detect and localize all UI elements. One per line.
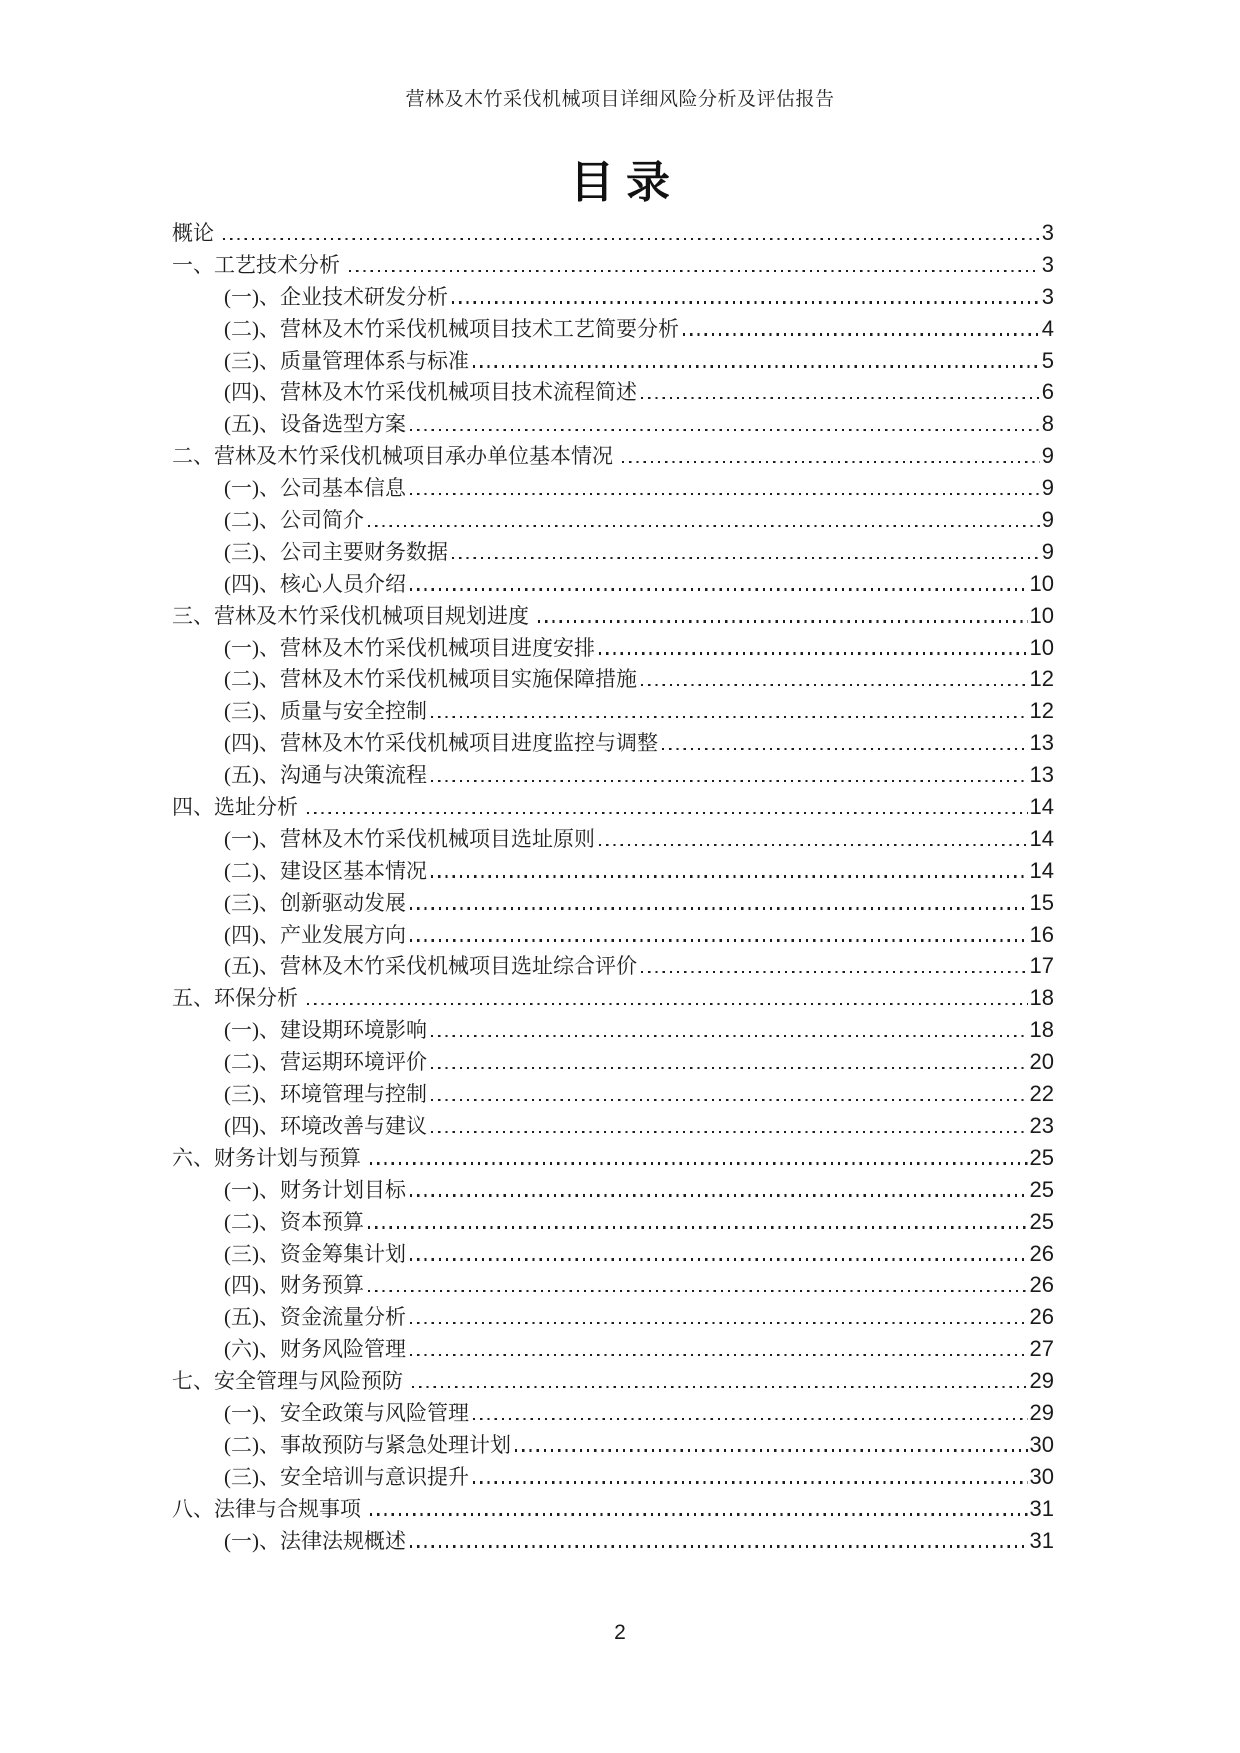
toc-entry-page-number: 29 [1029,1368,1054,1394]
page-title: 目录 [570,158,682,207]
toc-entry[interactable] [172,1142,1054,1174]
dot-leader [641,397,1040,399]
toc-entry[interactable] [172,1238,1054,1270]
dot-leader [431,1067,1028,1069]
toc-entry[interactable] [172,823,1054,855]
toc-entry[interactable] [172,1301,1054,1333]
toc-entry-label: (一)、建设期环境影响 [224,1018,427,1043]
toc-entry-page-number: 6 [1041,379,1054,405]
toc-entry-page-number: 10 [1029,570,1054,596]
toc-entry-label: (一)、财务计划目标 [224,1177,406,1202]
dot-leader [431,1131,1028,1133]
toc-entry-label: (三)、资金筹集计划 [224,1241,406,1266]
toc-entry[interactable] [172,1333,1054,1365]
toc-entry-label: (一)、营林及木竹采伐机械项目进度安排 [224,635,595,660]
toc-entry[interactable] [172,1525,1054,1557]
toc-entry[interactable] [172,1269,1054,1301]
toc-entry[interactable] [172,759,1054,791]
toc-entry-page-number: 5 [1041,347,1054,373]
toc-entry-page-number: 9 [1041,475,1054,501]
dot-leader [515,1449,1028,1451]
toc-entry-label: (二)、营运期环境评价 [224,1050,427,1075]
toc-entry-label: (四)、营林及木竹采伐机械项目进度监控与调整 [224,731,658,756]
toc-entry-label: 八、法律与合规事项 [172,1496,361,1521]
toc-entry-page-number: 29 [1029,1399,1054,1425]
toc-entry-label: (六)、财务风险管理 [224,1337,406,1362]
dot-leader [473,365,1040,367]
toc-entry-page-number: 12 [1029,666,1054,692]
toc-entry[interactable] [172,855,1054,887]
dot-leader [410,429,1040,431]
toc-entry[interactable] [172,376,1054,408]
toc-entry[interactable] [172,791,1054,823]
dot-leader [473,1481,1028,1483]
toc-entry-page-number: 13 [1029,762,1054,788]
toc-entry-label: (三)、公司主要财务数据 [224,539,448,564]
dot-leader [410,907,1028,909]
dot-leader [431,716,1028,718]
toc-entry[interactable] [172,727,1054,759]
toc-entry-label: (四)、核心人员介绍 [224,571,406,596]
toc-entry-label: 二、营林及木竹采伐机械项目承办单位基本情况 [172,444,613,469]
toc-entry-page-number: 9 [1041,538,1054,564]
toc-entry[interactable] [172,536,1054,568]
toc-entry-page-number: 26 [1029,1272,1054,1298]
toc-entry-page-number: 31 [1029,1495,1054,1521]
dot-leader [662,748,1028,750]
toc-entry-label: (五)、设备选型方案 [224,412,406,437]
toc-entry-page-number: 3 [1041,220,1054,245]
toc-entry-label: (一)、法律法规概述 [224,1528,406,1553]
toc-entry[interactable] [172,600,1054,632]
toc-entry-page-number: 10 [1029,602,1054,628]
toc-entry[interactable] [172,440,1054,472]
dot-leader [410,1322,1028,1324]
page-number-footer: 2 [614,1621,626,1644]
toc-entry[interactable] [172,568,1054,600]
toc-entry-label: (三)、质量与安全控制 [224,699,427,724]
dot-leader [538,620,1028,622]
dot-leader [410,1194,1028,1196]
dot-leader [431,1035,1028,1037]
dot-leader [410,1545,1028,1547]
toc-entry-label: 五、环保分析 [172,986,298,1011]
dot-leader [370,1162,1028,1164]
dot-leader [410,939,1028,941]
toc-entry-label: 概论 [172,221,214,245]
dot-leader [410,588,1028,590]
toc-entry-label: (三)、质量管理体系与标准 [224,348,469,373]
toc-entry-label: (一)、企业技术研发分析 [224,284,448,309]
toc-entry-label: 六、财务计划与预算 [172,1145,361,1170]
toc-entry[interactable] [172,313,1054,345]
toc-entry-page-number: 22 [1029,1081,1054,1107]
toc-entry-label: (五)、营林及木竹采伐机械项目选址综合评价 [224,954,637,979]
toc-entry-page-number: 30 [1029,1463,1054,1489]
toc-entry-page-number: 13 [1029,730,1054,756]
toc-entry-label: (二)、建设区基本情况 [224,858,427,883]
toc-entry[interactable] [172,950,1054,982]
toc-entry[interactable] [172,887,1054,919]
toc-entry[interactable] [172,408,1054,440]
toc-entry[interactable] [172,217,1054,249]
toc-entry[interactable] [172,1429,1054,1461]
toc-entry-page-number: 23 [1029,1112,1054,1138]
toc-entry-page-number: 12 [1029,698,1054,724]
toc-entry-label: (四)、产业发展方向 [224,922,406,947]
toc-entry-page-number: 10 [1029,634,1054,660]
dot-leader [412,1386,1028,1388]
toc-entry-page-number: 31 [1029,1527,1054,1553]
dot-leader [641,971,1028,973]
toc-entry-label: 七、安全管理与风险预防 [172,1369,403,1394]
toc-entry-page-number: 9 [1041,443,1054,469]
dot-leader [431,780,1028,782]
toc-entry-label: (一)、公司基本信息 [224,476,406,501]
toc-entry-label: 四、选址分析 [172,795,298,820]
dot-leader [452,557,1040,559]
toc-entry-page-number: 3 [1041,251,1054,277]
toc-entry-page-number: 25 [1029,1208,1054,1234]
toc-entry-label: 三、营林及木竹采伐机械项目规划进度 [172,603,529,628]
toc-entry-label: 一、工艺技术分析 [172,252,340,277]
toc-entry[interactable] [172,281,1054,313]
dot-leader [410,1258,1028,1260]
dot-leader [368,525,1040,527]
toc-entry-label: (三)、创新驱动发展 [224,890,406,915]
dot-leader [431,875,1028,877]
dot-leader [431,1099,1028,1101]
toc-entry-page-number: 17 [1029,953,1054,979]
dot-leader [683,333,1040,335]
dot-leader [599,844,1028,846]
toc-entry-page-number: 30 [1029,1431,1054,1457]
toc-entry-label: (三)、环境管理与控制 [224,1082,427,1107]
toc-entry[interactable] [172,919,1054,951]
toc-entry-page-number: 14 [1029,794,1054,820]
toc-entry-label: (四)、营林及木竹采伐机械项目技术流程简述 [224,380,637,405]
document-header-title: 营林及木竹采伐机械项目详细风险分析及评估报告 [405,89,835,110]
toc-entry[interactable] [172,345,1054,377]
toc-entry-page-number: 16 [1029,921,1054,947]
toc-entry[interactable] [172,632,1054,664]
toc-entry-page-number: 27 [1029,1336,1054,1362]
toc-entry-page-number: 26 [1029,1240,1054,1266]
toc-entry[interactable] [172,663,1054,695]
dot-leader [641,684,1028,686]
dot-leader [473,1418,1028,1420]
toc-entry-page-number: 4 [1041,315,1054,341]
table-of-contents [172,217,1054,1556]
toc-entry[interactable] [172,504,1054,536]
toc-entry-page-number: 25 [1029,1176,1054,1202]
toc-entry-page-number: 3 [1041,283,1054,309]
dot-leader [349,270,1040,272]
toc-entry[interactable] [172,1174,1054,1206]
dot-leader [307,1003,1028,1005]
toc-entry-label: (五)、资金流量分析 [224,1305,406,1330]
toc-entry-label: (三)、安全培训与意识提升 [224,1464,469,1489]
toc-entry-label: (二)、营林及木竹采伐机械项目技术工艺简要分析 [224,316,679,341]
dot-leader [223,238,1040,240]
toc-entry-label: (五)、沟通与决策流程 [224,763,427,788]
dot-leader [599,652,1028,654]
dot-leader [368,1226,1028,1228]
toc-entry-label: (四)、财务预算 [224,1273,364,1298]
toc-entry-page-number: 25 [1029,1144,1054,1170]
toc-entry[interactable] [172,1046,1054,1078]
toc-entry[interactable] [172,1078,1054,1110]
toc-entry-label: (二)、公司简介 [224,508,364,533]
toc-entry-page-number: 18 [1029,985,1054,1011]
toc-entry-page-number: 9 [1041,507,1054,533]
toc-entry-label: (二)、资本预算 [224,1209,364,1234]
toc-entry-label: (二)、事故预防与紧急处理计划 [224,1432,511,1457]
toc-entry-page-number: 20 [1029,1049,1054,1075]
dot-leader [307,812,1028,814]
toc-entry-label: (二)、营林及木竹采伐机械项目实施保障措施 [224,667,637,692]
dot-leader [622,461,1040,463]
toc-entry[interactable] [172,1110,1054,1142]
toc-entry-page-number: 14 [1029,857,1054,883]
dot-leader [368,1290,1028,1292]
toc-entry[interactable] [172,1014,1054,1046]
toc-entry-label: (四)、环境改善与建议 [224,1113,427,1138]
toc-entry[interactable] [172,982,1054,1014]
toc-entry[interactable] [172,1493,1054,1525]
toc-entry-page-number: 26 [1029,1304,1054,1330]
toc-entry[interactable] [172,1397,1054,1429]
toc-entry[interactable] [172,1365,1054,1397]
toc-entry[interactable] [172,1461,1054,1493]
toc-entry[interactable] [172,695,1054,727]
dot-leader [410,493,1040,495]
dot-leader [410,1354,1028,1356]
toc-entry-page-number: 14 [1029,825,1054,851]
toc-entry[interactable] [172,1206,1054,1238]
toc-entry[interactable] [172,249,1054,281]
dot-leader [370,1513,1028,1515]
toc-entry-page-number: 18 [1029,1017,1054,1043]
toc-entry-page-number: 8 [1041,411,1054,437]
dot-leader [452,301,1040,303]
toc-entry[interactable] [172,472,1054,504]
toc-entry-label: (一)、安全政策与风险管理 [224,1400,469,1425]
toc-entry-page-number: 15 [1029,889,1054,915]
toc-entry-label: (一)、营林及木竹采伐机械项目选址原则 [224,826,595,851]
